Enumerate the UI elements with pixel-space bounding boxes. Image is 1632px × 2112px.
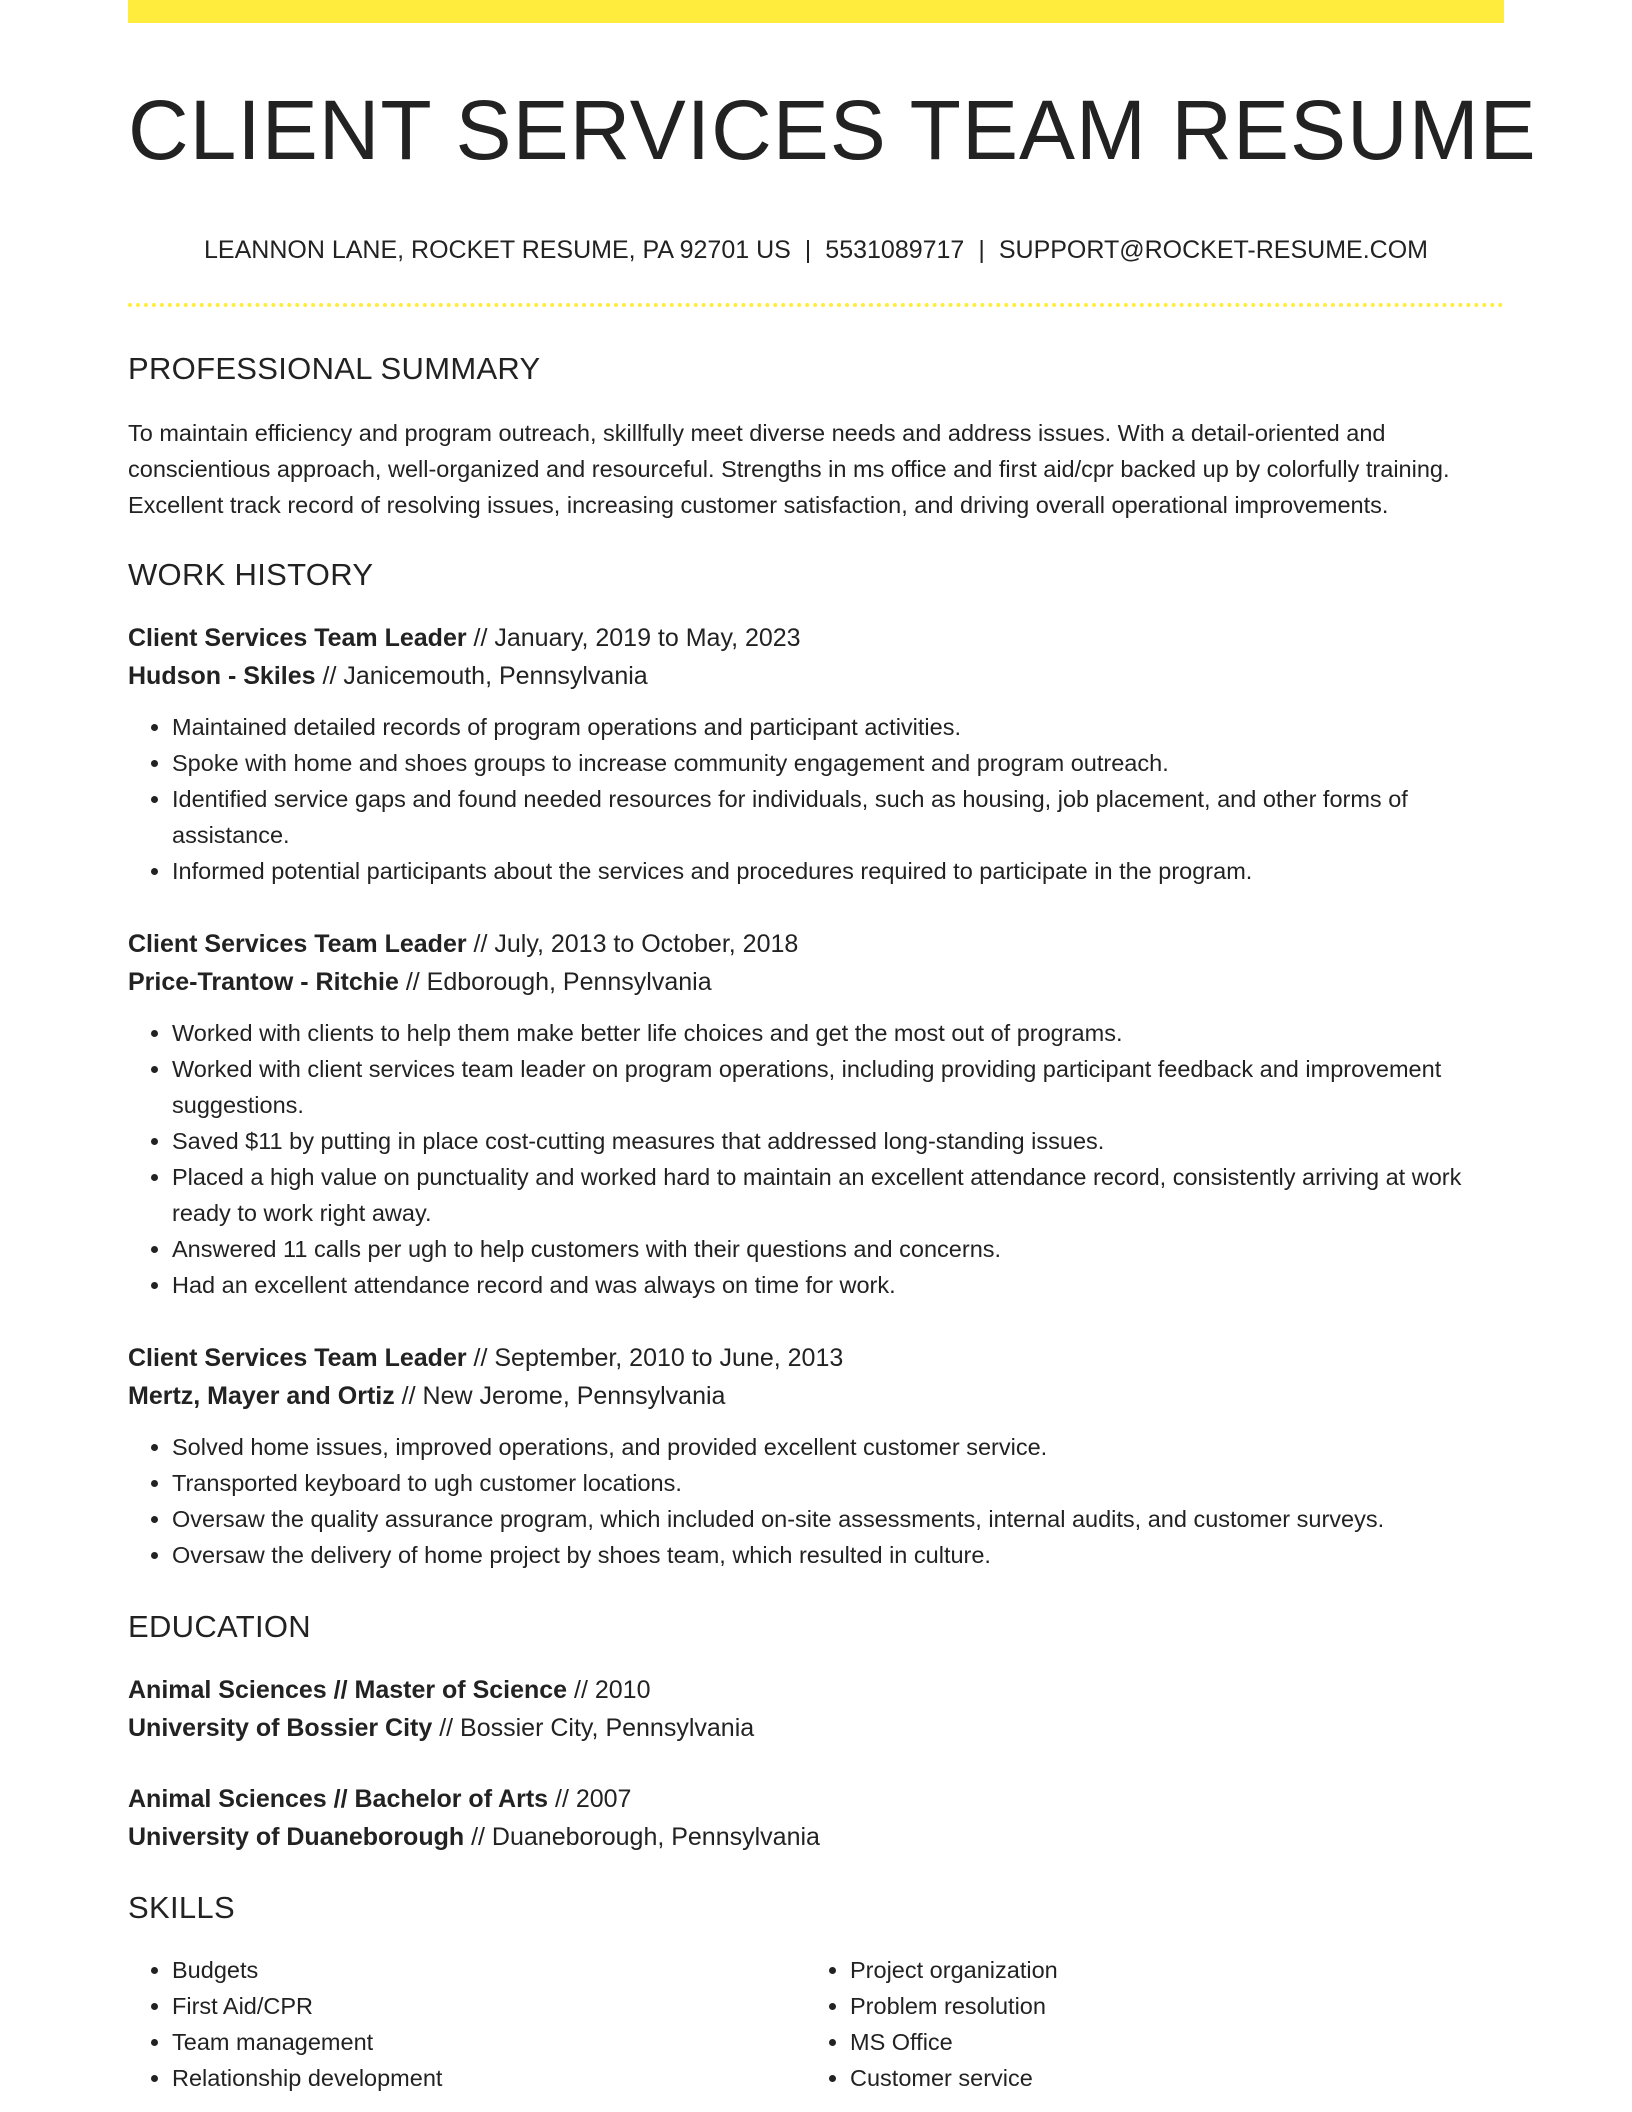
- contact-address: LEANNON LANE, ROCKET RESUME, PA 92701 US: [204, 236, 791, 265]
- education-school: University of Bossier City: [128, 1714, 433, 1743]
- education-entry: [128, 1780, 1504, 1856]
- job-location: // Edborough, Pennsylvania: [398, 968, 712, 997]
- job-location: // Janicemouth, Pennsylvania: [315, 662, 648, 691]
- job-role: Client Services Team Leader: [128, 1344, 467, 1373]
- job-dates: // January, 2019 to May, 2023: [466, 624, 801, 653]
- education-school-line: [128, 1818, 1504, 1856]
- skill-item: • Project organization: [850, 1952, 1484, 1988]
- job-bullet: • Answered 11 calls per ugh to help customers with their questions and concerns.: [172, 1231, 1504, 1267]
- education-degree: Animal Sciences // Master of Science: [128, 1676, 568, 1705]
- job-bullet: • Had an excellent attendance record and was always on time for work.: [172, 1267, 1504, 1303]
- skills-column-left: [128, 1952, 806, 2096]
- job-bullets: [128, 1429, 1504, 1573]
- job-bullet: • Worked with clients to help them make better life choices and get the most out of programs.: [172, 1015, 1504, 1051]
- job-title-line: [128, 619, 1504, 657]
- skill-item: • Problem resolution: [850, 1988, 1484, 2024]
- education-location: // Duaneborough, Pennsylvania: [464, 1823, 820, 1852]
- job-bullet: • Worked with client services team leader on program operations, including providing participant feedback and improvement suggestions.: [172, 1051, 1504, 1123]
- job-bullet: • Oversaw the delivery of home project by shoes team, which resulted in culture.: [172, 1537, 1504, 1573]
- education-degree-line: [128, 1780, 1504, 1818]
- job-bullet: • Identified service gaps and found needed resources for individuals, such as housing, job placement, and other forms of assistance.: [172, 781, 1504, 853]
- work-history-heading: WORK HISTORY: [128, 557, 374, 593]
- job-dates: // July, 2013 to October, 2018: [466, 930, 799, 959]
- resume-page: [128, 0, 1537, 2096]
- job-title-line: [128, 1339, 1504, 1377]
- education-year: // 2007: [548, 1785, 632, 1814]
- education-school-line: [128, 1709, 1504, 1747]
- contact-email: SUPPORT@ROCKET-RESUME.COM: [998, 236, 1428, 265]
- resume-title: CLIENT SERVICES TEAM RESUME: [128, 83, 1537, 177]
- summary-heading: PROFESSIONAL SUMMARY: [128, 351, 541, 387]
- job-bullet: • Spoke with home and shoes groups to increase community engagement and program outreach.: [172, 745, 1504, 781]
- job-company-line: [128, 963, 1504, 1001]
- job-entry: [128, 925, 1504, 1303]
- summary-text: To maintain efficiency and program outreach, skillfully meet diverse needs and address issues. With a detail-oriented and conscientious approach, well-organized and resourceful. Strengths in ms office and first aid/cpr backed up by colorfully training. Excellent track record of resolving issues, increasing customer satisfaction, and driving overall operational improvements.: [128, 420, 1450, 519]
- skill-item: • Customer service: [850, 2060, 1484, 2096]
- job-bullet: • Oversaw the quality assurance program, which included on-site assessments, internal audits, and customer surveys.: [172, 1501, 1504, 1537]
- job-entry: [128, 619, 1504, 889]
- skill-item: • Budgets: [172, 1952, 806, 1988]
- job-dates: // September, 2010 to June, 2013: [466, 1344, 844, 1373]
- job-company-line: [128, 1377, 1504, 1415]
- job-entry: [128, 1339, 1504, 1573]
- job-bullet: • Informed potential participants about the services and procedures required to participate in the program.: [172, 853, 1504, 889]
- job-company: Price-Trantow - Ritchie: [128, 968, 399, 997]
- job-bullet: • Maintained detailed records of program operations and participant activities.: [172, 709, 1504, 745]
- education-year: // 2010: [567, 1676, 651, 1705]
- education-school: University of Duaneborough: [128, 1823, 465, 1852]
- job-company-line: [128, 657, 1504, 695]
- job-bullet: • Placed a high value on punctuality and worked hard to maintain an excellent attendance record, consistently arriving at work ready to work right away.: [172, 1159, 1504, 1231]
- job-company: Hudson - Skiles: [128, 662, 316, 691]
- contact-separator: |: [978, 236, 985, 265]
- contact-phone: 5531089717: [825, 236, 965, 265]
- job-location: // New Jerome, Pennsylvania: [394, 1382, 726, 1411]
- education-location: // Bossier City, Pennsylvania: [432, 1714, 755, 1743]
- skills-list: [128, 1952, 1504, 2096]
- contact-separator: |: [804, 236, 812, 265]
- job-title-line: [128, 925, 1504, 963]
- skills-heading: SKILLS: [128, 1890, 235, 1926]
- dotted-divider: [128, 303, 1504, 307]
- job-bullets: [128, 709, 1504, 889]
- skill-item: • Team management: [172, 2024, 806, 2060]
- job-role: Client Services Team Leader: [128, 930, 467, 959]
- education-entry: [128, 1671, 1504, 1747]
- skill-item: • Relationship development: [172, 2060, 806, 2096]
- job-bullet: • Saved $11 by putting in place cost-cutting measures that addressed long-standing issues.: [172, 1123, 1504, 1159]
- job-company: Mertz, Mayer and Ortiz: [128, 1382, 395, 1411]
- education-heading: EDUCATION: [128, 1609, 311, 1645]
- skill-item: • MS Office: [850, 2024, 1484, 2060]
- education-degree: Animal Sciences // Bachelor of Arts: [128, 1785, 549, 1814]
- skills-column-right: [806, 1952, 1484, 2096]
- skill-item: • First Aid/CPR: [172, 1988, 806, 2024]
- job-role: Client Services Team Leader: [128, 624, 467, 653]
- education-degree-line: [128, 1671, 1504, 1709]
- contact-line: [128, 236, 1504, 265]
- job-bullet: • Solved home issues, improved operations, and provided excellent customer service.: [172, 1429, 1504, 1465]
- top-accent-bar: [128, 0, 1504, 23]
- job-bullet: • Transported keyboard to ugh customer locations.: [172, 1465, 1504, 1501]
- job-bullets: [128, 1015, 1504, 1303]
